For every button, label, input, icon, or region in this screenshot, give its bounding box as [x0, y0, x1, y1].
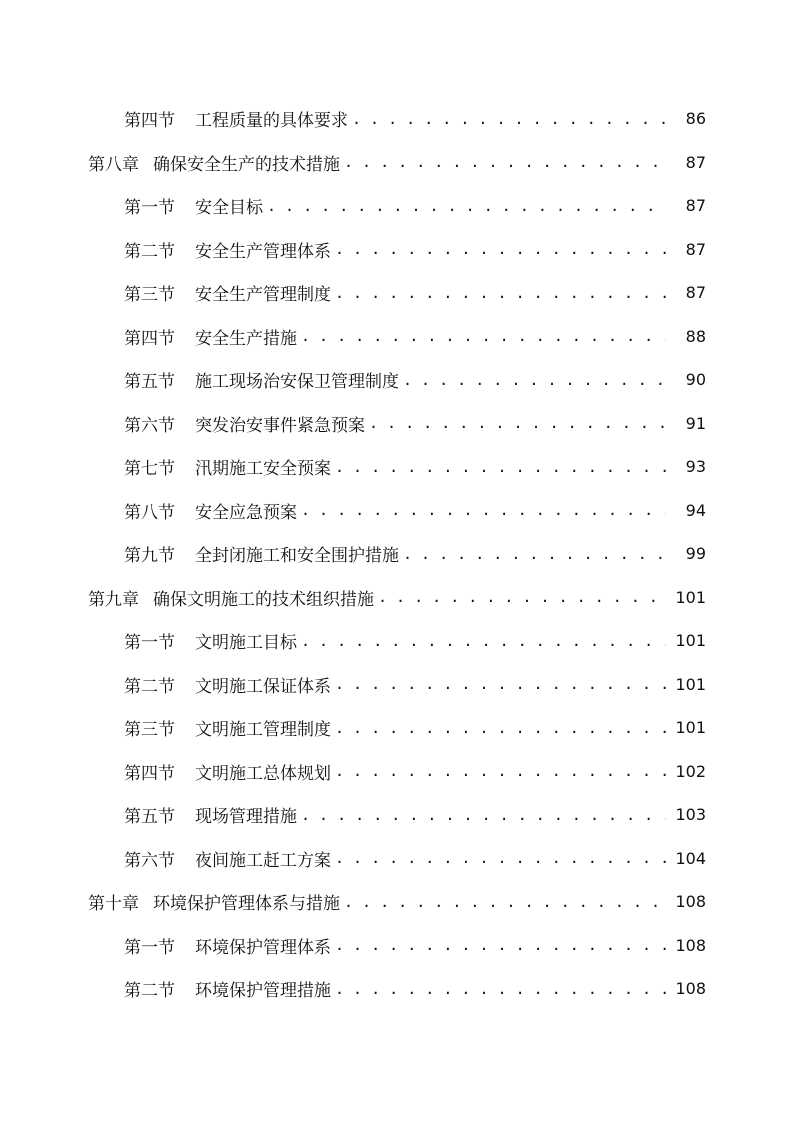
- toc-title: 安全目标: [195, 198, 263, 219]
- toc-number: 第十章: [88, 894, 139, 915]
- toc-leader-dots: [352, 108, 666, 130]
- toc-leader-dots: [378, 586, 666, 608]
- toc-leader-dots: [344, 151, 666, 173]
- toc-label: [88, 889, 340, 914]
- toc-entry[interactable]: [0, 271, 793, 315]
- toc-label: [124, 541, 399, 566]
- toc-leader-dots: [403, 369, 666, 391]
- toc-title: 安全应急预案: [195, 502, 297, 523]
- toc-page-number: 101: [675, 587, 706, 607]
- toc-title: 环境保护管理体系: [195, 937, 331, 958]
- toc-title: 环境保护管理措施: [195, 981, 331, 1002]
- toc-leader-dots: [301, 630, 666, 652]
- toc-entry[interactable]: [0, 837, 793, 881]
- toc-label: [124, 628, 297, 653]
- toc-title: 安全生产管理制度: [195, 285, 331, 306]
- toc-label: [124, 193, 263, 218]
- toc-page-number: 108: [675, 979, 706, 999]
- toc-entry[interactable]: [0, 402, 793, 446]
- toc-page-number: 101: [675, 674, 706, 694]
- toc-leader-dots: [335, 934, 666, 956]
- toc-entry[interactable]: [0, 706, 793, 750]
- toc-leader-dots: [335, 978, 666, 1000]
- toc-number: 第九节: [124, 546, 175, 567]
- toc-number: 第五节: [124, 372, 175, 393]
- toc-leader-dots: [335, 717, 666, 739]
- toc-page-number: 91: [685, 413, 706, 433]
- toc-entry[interactable]: [0, 619, 793, 663]
- toc-leader-dots: [369, 412, 666, 434]
- toc-title: 环境保护管理体系与措施: [153, 894, 340, 915]
- toc-entry[interactable]: [0, 967, 793, 1011]
- toc-entry[interactable]: [0, 576, 793, 620]
- toc-entry[interactable]: [0, 445, 793, 489]
- toc-entry[interactable]: [0, 228, 793, 272]
- toc-label: [124, 802, 297, 827]
- toc-number: 第三节: [124, 720, 175, 741]
- toc-title: 全封闭施工和安全围护措施: [195, 546, 399, 567]
- toc-leader-dots: [335, 238, 666, 260]
- toc-page-number: 90: [685, 370, 706, 390]
- toc-number: 第三节: [124, 285, 175, 306]
- toc-leader-dots: [335, 673, 666, 695]
- toc-entry[interactable]: [0, 489, 793, 533]
- toc-title: 安全生产管理体系: [195, 241, 331, 262]
- toc-leader-dots: [301, 499, 666, 521]
- toc-title: 文明施工管理制度: [195, 720, 331, 741]
- toc-title: 文明施工总体规划: [195, 763, 331, 784]
- toc-page-number: 103: [675, 805, 706, 825]
- toc-entry[interactable]: [0, 880, 793, 924]
- toc-number: 第九章: [88, 589, 139, 610]
- toc-label: [124, 759, 331, 784]
- toc-label: [124, 411, 365, 436]
- toc-page-number: 87: [685, 196, 706, 216]
- toc-number: 第二节: [124, 981, 175, 1002]
- toc-number: 第四节: [124, 111, 175, 132]
- toc-label: [124, 237, 331, 262]
- toc-label: [124, 715, 331, 740]
- toc-leader-dots: [267, 195, 666, 217]
- toc-title: 工程质量的具体要求: [195, 111, 348, 132]
- toc-label: [124, 367, 399, 392]
- table-of-contents: [0, 97, 793, 1011]
- toc-leader-dots: [335, 282, 666, 304]
- toc-leader-dots: [335, 760, 666, 782]
- toc-entry[interactable]: [0, 532, 793, 576]
- toc-title: 文明施工保证体系: [195, 676, 331, 697]
- toc-entry[interactable]: [0, 97, 793, 141]
- toc-page-number: 86: [685, 109, 706, 129]
- toc-label: [124, 106, 348, 131]
- toc-entry[interactable]: [0, 315, 793, 359]
- toc-title: 确保安全生产的技术措施: [153, 154, 340, 175]
- toc-leader-dots: [301, 804, 666, 826]
- toc-page-number: 88: [685, 326, 706, 346]
- toc-page-number: 102: [675, 761, 706, 781]
- toc-leader-dots: [335, 456, 666, 478]
- toc-page-number: 87: [685, 152, 706, 172]
- toc-number: 第七节: [124, 459, 175, 480]
- toc-entry[interactable]: [0, 141, 793, 185]
- toc-entry[interactable]: [0, 663, 793, 707]
- toc-number: 第五节: [124, 807, 175, 828]
- toc-title: 现场管理措施: [195, 807, 297, 828]
- toc-number: 第六节: [124, 415, 175, 436]
- toc-label: [124, 280, 331, 305]
- toc-leader-dots: [344, 891, 666, 913]
- toc-number: 第四节: [124, 763, 175, 784]
- toc-title: 突发治安事件紧急预案: [195, 415, 365, 436]
- toc-leader-dots: [301, 325, 666, 347]
- toc-number: 第二节: [124, 676, 175, 697]
- toc-title: 文明施工目标: [195, 633, 297, 654]
- toc-label: [124, 672, 331, 697]
- toc-page-number: 99: [685, 544, 706, 564]
- toc-page-number: 101: [675, 718, 706, 738]
- toc-number: 第二节: [124, 241, 175, 262]
- toc-entry[interactable]: [0, 924, 793, 968]
- toc-entry[interactable]: [0, 750, 793, 794]
- toc-title: 汛期施工安全预案: [195, 459, 331, 480]
- toc-leader-dots: [335, 847, 666, 869]
- toc-number: 第一节: [124, 198, 175, 219]
- toc-number: 第一节: [124, 937, 175, 958]
- toc-label: [124, 976, 331, 1001]
- toc-label: [124, 454, 331, 479]
- toc-label: [124, 846, 331, 871]
- toc-label: [124, 498, 297, 523]
- toc-title: 安全生产措施: [195, 328, 297, 349]
- toc-number: 第八节: [124, 502, 175, 523]
- toc-leader-dots: [403, 543, 666, 565]
- toc-title: 确保文明施工的技术组织措施: [153, 589, 374, 610]
- toc-label: [88, 585, 374, 610]
- toc-page-number: 87: [685, 239, 706, 259]
- toc-page-number: 101: [675, 631, 706, 651]
- toc-number: 第八章: [88, 154, 139, 175]
- toc-page-number: 108: [675, 892, 706, 912]
- toc-entry[interactable]: [0, 184, 793, 228]
- toc-entry[interactable]: [0, 793, 793, 837]
- toc-page-number: 93: [685, 457, 706, 477]
- toc-title: 施工现场治安保卫管理制度: [195, 372, 399, 393]
- toc-label: [124, 324, 297, 349]
- toc-number: 第一节: [124, 633, 175, 654]
- toc-page-number: 104: [675, 848, 706, 868]
- toc-page-number: 94: [685, 500, 706, 520]
- toc-number: 第六节: [124, 850, 175, 871]
- toc-title: 夜间施工赶工方案: [195, 850, 331, 871]
- toc-page-number: 87: [685, 283, 706, 303]
- toc-label: [124, 933, 331, 958]
- toc-entry[interactable]: [0, 358, 793, 402]
- toc-number: 第四节: [124, 328, 175, 349]
- toc-label: [88, 150, 340, 175]
- toc-page-number: 108: [675, 935, 706, 955]
